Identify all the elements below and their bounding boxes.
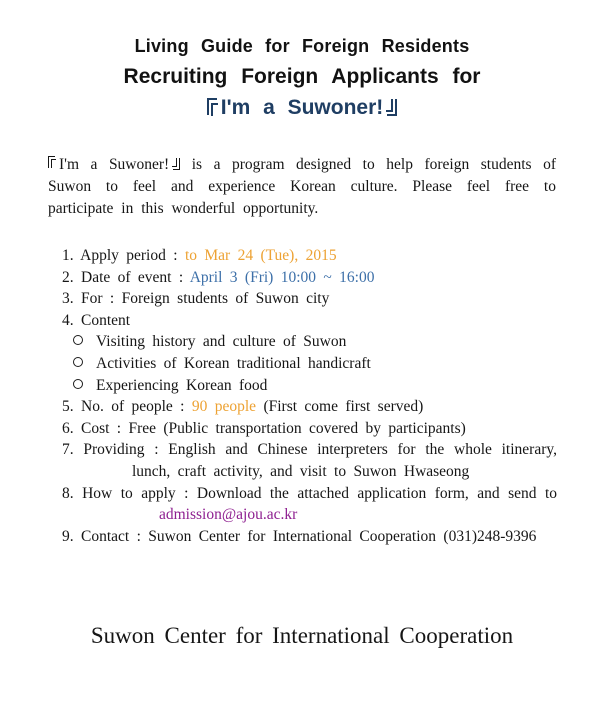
list-item-content	[62, 310, 557, 332]
corner-bracket-close-icon	[385, 98, 397, 116]
corner-bracket-close-icon	[171, 156, 180, 170]
content-sub-item-activities	[62, 353, 557, 375]
intro-text: is a program designed to help foreign students of Suwon to feel and experience Korean culture. Please feel free to participate in this wonderful opportunity.	[48, 156, 556, 217]
apply-period-deadline: to Mar 24 (Tue), 2015	[184, 247, 337, 264]
intro-program-name: I'm a Suwoner!	[59, 156, 170, 173]
email-link[interactable]: admission@ajou.ac.kr	[159, 506, 298, 524]
item-label: 4. Content	[62, 311, 131, 329]
event-date-value: April 3 (Fri) 10:00 ~ 16:00	[189, 268, 375, 286]
item-label: 3. For : Foreign students of Suwon city	[62, 290, 330, 308]
content-sub-item-food	[62, 375, 557, 397]
intro-paragraph	[48, 154, 556, 220]
item-label: 6. Cost : Free (Public transportation covered by participants)	[62, 419, 466, 437]
list-item-providing-continued	[132, 461, 557, 483]
list-item-how-to-apply	[62, 483, 557, 505]
info-list	[62, 245, 557, 547]
item-continuation: lunch, craft activity, and visit to Suwon Hwaseong	[132, 462, 470, 480]
footer-org-name: Suwon Center for International Cooperation	[90, 623, 514, 649]
item-label: 1. Apply period :	[62, 247, 185, 264]
item-suffix: (First come first served)	[256, 398, 424, 416]
list-item-providing	[62, 439, 557, 461]
item-label: 9. Contact : Suwon Center for International Cooperation (031)248-9396	[62, 527, 537, 545]
corner-bracket-open-icon	[207, 98, 219, 116]
item-label: 8. How to apply : Download the attached application form, and send to	[62, 484, 557, 502]
circle-bullet-icon	[73, 335, 83, 345]
content-sub-item-visiting	[62, 331, 557, 353]
list-item-people	[62, 396, 557, 418]
item-label: 2. Date of event :	[62, 268, 190, 286]
people-count-value: 90 people	[191, 398, 257, 416]
list-item-for	[62, 288, 557, 310]
list-item-apply-period	[62, 245, 557, 267]
corner-bracket-open-icon	[48, 156, 57, 170]
item-label: 5. No. of people :	[62, 398, 192, 416]
doc-header	[0, 0, 604, 124]
title-line-1: Living Guide for Foreign Residents	[134, 36, 470, 56]
sub-item-label: Visiting history and culture of Suwon	[96, 333, 347, 351]
circle-bullet-icon	[73, 357, 83, 367]
circle-bullet-icon	[73, 379, 83, 389]
item-label: 7. Providing : English and Chinese interpreters for the whole itinerary,	[62, 441, 557, 459]
title-line-3	[0, 92, 604, 124]
sub-item-label: Experiencing Korean food	[96, 376, 268, 394]
program-title-text: I'm a Suwoner!	[220, 96, 384, 119]
apply-email-line	[159, 504, 557, 526]
list-item-cost	[62, 418, 557, 440]
list-item-event-date	[62, 267, 557, 289]
list-item-contact	[62, 526, 557, 548]
sub-item-label: Activities of Korean traditional handicraft	[96, 354, 371, 372]
title-line-2: Recruiting Foreign Applicants for	[123, 65, 481, 88]
